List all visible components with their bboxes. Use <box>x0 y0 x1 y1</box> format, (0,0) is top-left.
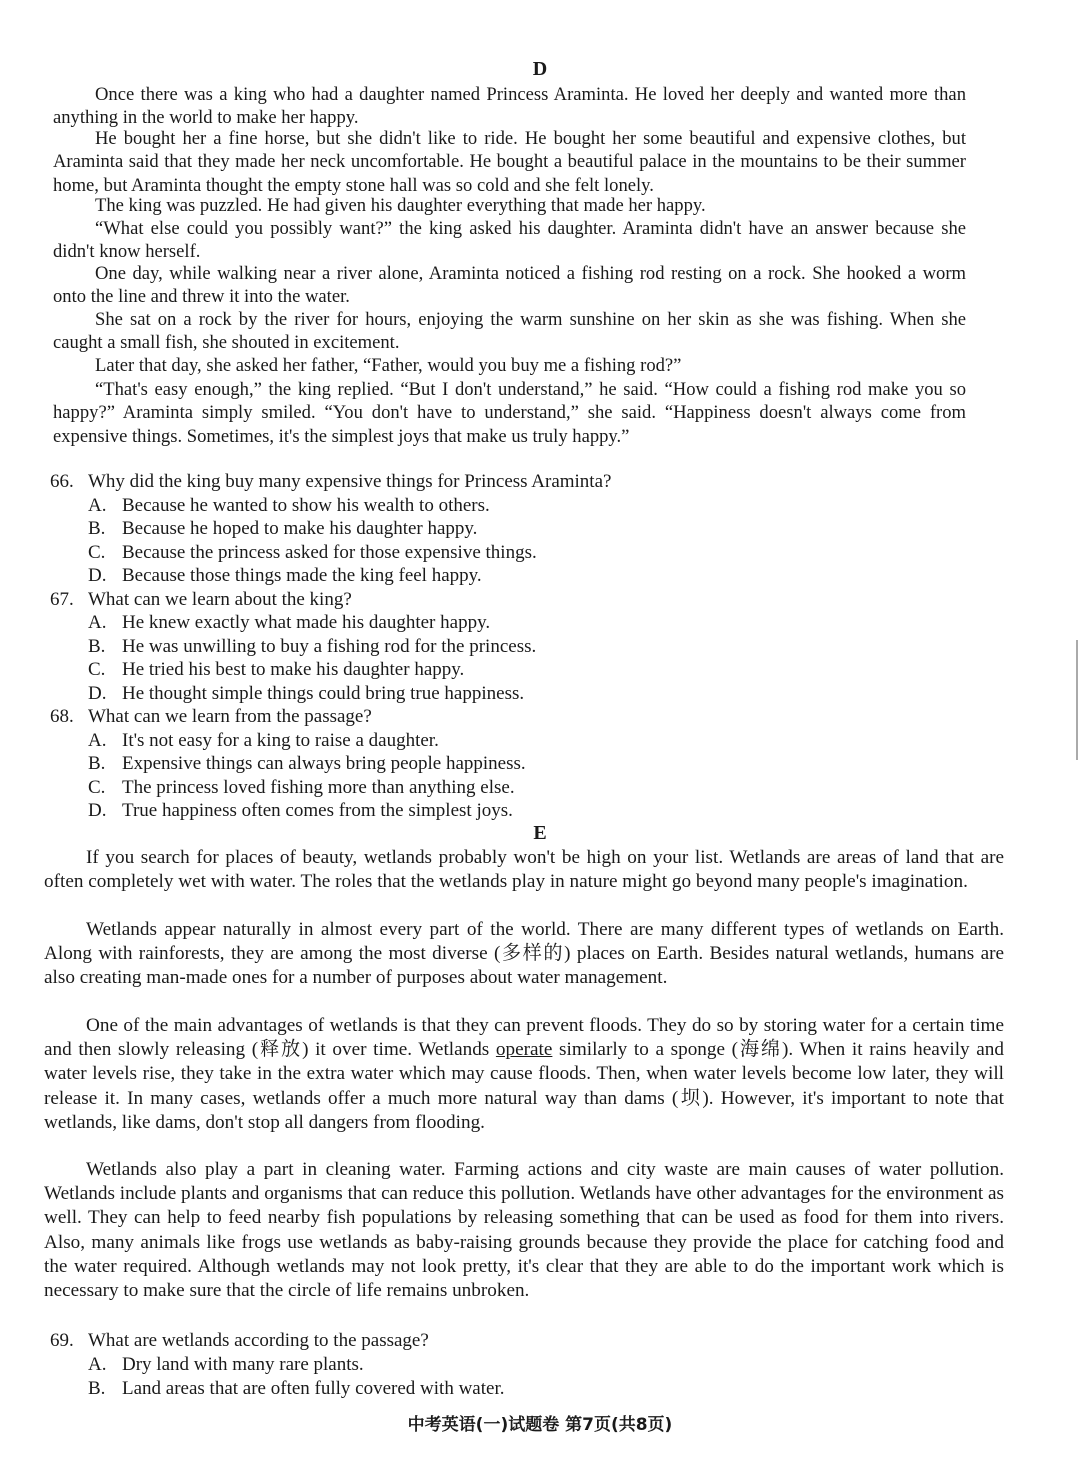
question-67-option-a[interactable]: A. He knew exactly what made his daughter happy. <box>88 612 491 633</box>
question-number: 66. <box>50 471 74 492</box>
question-text: Why did the king buy many expensive things for Princess Araminta? <box>88 471 612 492</box>
question-69-option-a[interactable]: A. Dry land with many rare plants. <box>88 1354 364 1375</box>
page-footer: 中考英语(一)试题卷 第7页(共8页) <box>407 1415 673 1435</box>
question-number: 68. <box>50 706 74 727</box>
passage-e-paragraph-3: One of the main advantages of wetlands is that they can prevent floods. They do so by storing water for a certain time and then slowly releasing (释放) it over time. Wetlands operate similarly to a sponge (海绵). When it rains heavily and water levels rise, they take in the extra water which may cause floods. Then, when water levels become low later, they will release it. In many cases, wetlands offer a much more natural way than dams (坝). However, it's important to note that wetlands, like dams, don't stop all dangers from flooding. <box>44 1015 1004 1133</box>
passage-d-paragraph-5: One day, while walking near a river alone, Araminta noticed a fishing rod resting on a rock. She hooked a worm onto the line and threw it into the water. <box>53 263 966 308</box>
question-67 <box>50 588 352 612</box>
passage-e-paragraph-4: Wetlands also play a part in cleaning water. Farming actions and city waste are main causes of water pollution. Wetlands include plants and organisms that can reduce this pollution. Wetlands have other advantages for the environment as well. They can help to feed nearby fish populations by releasing something that can be used as food for them into rivers. Also, many animals like frogs use wetlands as baby-raising grounds because they provide the place for catching food and the water required. Although wetlands may not look pretty, it's clear that they are able to do the important work which is necessary to make sure that the circle of life remains unbroken. <box>44 1159 1004 1302</box>
passage-d-paragraph-8: “That's easy enough,” the king replied. “But I don't understand,” he said. “How could a fishing rod make you so happy?” Araminta simply smiled. “You don't have to understand,” she said. “Happiness doesn't always come from expensive things. Sometimes, it's the simplest joys that make us truly happy.” <box>53 379 966 447</box>
question-66-option-b[interactable]: B. Because he hoped to make his daughter happy. <box>88 518 478 539</box>
passage-d-paragraph-7: Later that day, she asked her father, “Father, would you buy me a fishing rod?” <box>95 355 682 376</box>
scan-edge-shadow <box>1076 640 1078 760</box>
question-68-option-a[interactable]: A. It's not easy for a king to raise a daughter. <box>88 730 439 751</box>
question-text: What are wetlands according to the passage? <box>88 1330 429 1351</box>
passage-d-paragraph-1: Once there was a king who had a daughter named Princess Araminta. He loved her deeply and wanted more than anything in the world to make her happy. <box>53 84 966 129</box>
passage-d-paragraph-4: “What else could you possibly want?” the king asked his daughter. Araminta didn't have an answer because she didn't know herself. <box>53 218 966 263</box>
underlined-word-operate: operate <box>495 1039 553 1061</box>
passage-d-paragraph-6: She sat on a rock by the river for hours, enjoying the warm sunshine on her skin as she was fishing. When she caught a small fish, she shouted in excitement. <box>53 309 966 354</box>
question-68-option-d[interactable]: D. True happiness often comes from the simplest joys. <box>88 800 513 821</box>
passage-d-paragraph-3: The king was puzzled. He had given his daughter everything that made her happy. <box>95 195 706 216</box>
question-number: 67. <box>50 589 74 610</box>
question-67-option-b[interactable]: B. He was unwilling to buy a fishing rod for the princess. <box>88 636 537 657</box>
section-d-title: D <box>532 58 548 80</box>
question-text: What can we learn about the king? <box>88 589 352 610</box>
question-66-option-c[interactable]: C. Because the princess asked for those expensive things. <box>88 542 537 563</box>
section-e-title: E <box>533 822 547 844</box>
question-69-option-b[interactable]: B. Land areas that are often fully covered with water. <box>88 1378 505 1399</box>
question-69 <box>50 1329 429 1353</box>
question-text: What can we learn from the passage? <box>88 706 372 727</box>
question-67-option-d[interactable]: D. He thought simple things could bring true happiness. <box>88 683 525 704</box>
passage-d-paragraph-2: He bought her a fine horse, but she didn't like to ride. He bought her some beautiful and expensive clothes, but Araminta said that they made her neck uncomfortable. He bought a beautiful palace in the mountains to be their summer home, but Araminta thought the empty stone hall was so cold and she felt lonely. <box>53 128 966 196</box>
question-68-option-b[interactable]: B. Expensive things can always bring people happiness. <box>88 753 526 774</box>
question-number: 69. <box>50 1330 74 1351</box>
question-66-option-d[interactable]: D. Because those things made the king feel happy. <box>88 565 482 586</box>
question-67-option-c[interactable]: C. He tried his best to make his daughter happy. <box>88 659 465 680</box>
passage-e-paragraph-2: Wetlands appear naturally in almost every part of the world. There are many different types of wetlands on Earth. Along with rainforests, they are among the most diverse (多样的) places on Earth. Besides natural wetlands, humans are also creating man-made ones for a number of purposes about water management. <box>44 919 1004 989</box>
question-66 <box>50 470 611 494</box>
question-66-option-a[interactable]: A. Because he wanted to show his wealth to others. <box>88 495 490 516</box>
passage-e-paragraph-1: If you search for places of beauty, wetlands probably won't be high on your list. Wetlands are areas of land that are often completely wet with water. The roles that the wetlands play in nature might go beyond many people's imagination. <box>44 847 1004 893</box>
question-68 <box>50 705 372 729</box>
question-68-option-c[interactable]: C. The princess loved fishing more than anything else. <box>88 777 515 798</box>
